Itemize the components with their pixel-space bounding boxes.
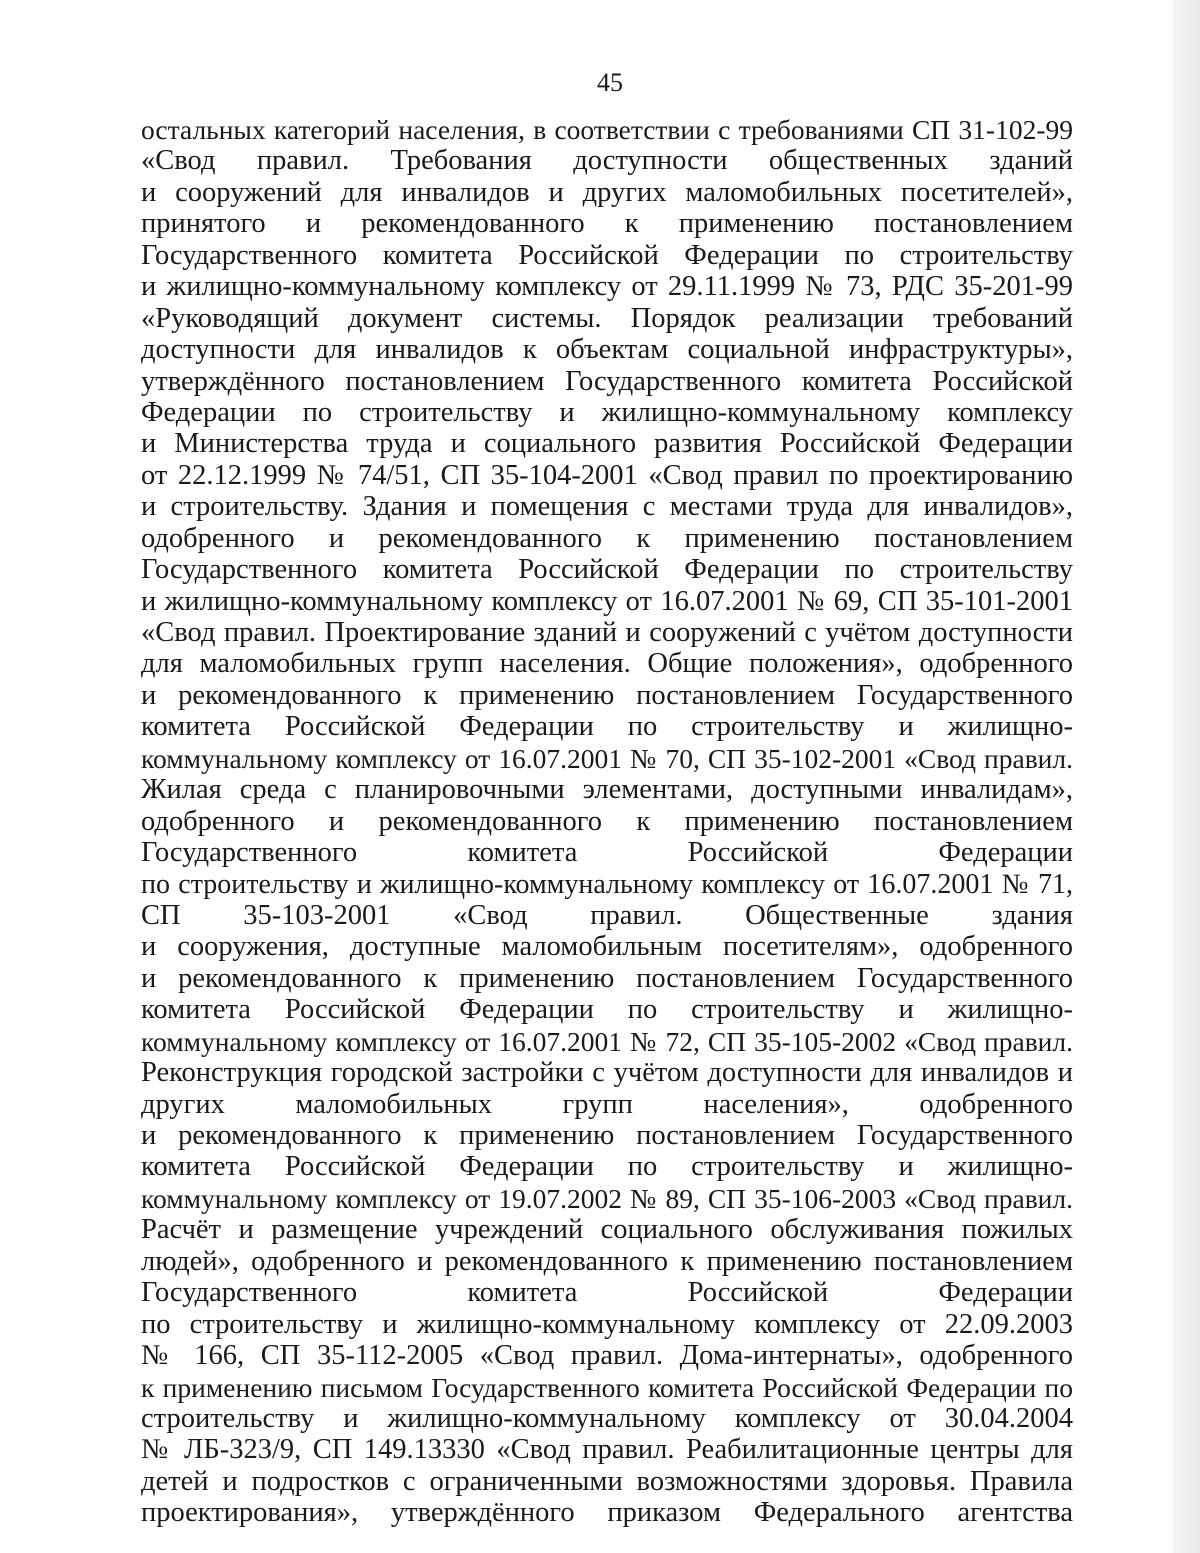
scan-edge-shadow xyxy=(1172,0,1200,1553)
text-line: и рекомендованного к применению постановлением Государственного xyxy=(141,1120,1073,1151)
text-line: к применению письмом Государственного комитета Российской Федерации по xyxy=(141,1371,1073,1403)
text-line: Государственного комитета Российской Федерации xyxy=(141,1277,1073,1309)
text-line: по строительству и жилищно-коммунальному комплексу от 22.09.2003 xyxy=(141,1308,1073,1340)
text-line: для маломобильных групп населения. Общие положения», одобренного xyxy=(141,648,1073,680)
text-line: строительству и жилищно-коммунальному комплексу от 30.04.2004 xyxy=(141,1402,1073,1434)
text-line: по строительству и жилищно-коммунальному комплексу от 16.07.2001 № 71, xyxy=(141,868,1073,900)
text-line: принятого и рекомендованного к применению постановлением xyxy=(141,208,1073,240)
text-line: Расчёт и размещение учреждений социального обслуживания пожилых xyxy=(141,1214,1073,1246)
text-line: коммунальному комплексу от 19.07.2002 № 89, СП 35-106-2003 «Свод правил. xyxy=(141,1182,1073,1214)
text-line: и сооружений для инвалидов и других маломобильных посетителей», xyxy=(141,176,1073,208)
text-line: комитета Российской Федерации по строительству и жилищно- xyxy=(141,994,1073,1026)
text-line: одобренного и рекомендованного к применению постановлением xyxy=(141,805,1073,837)
text-line: Реконструкция городской застройки с учётом доступности для инвалидов и xyxy=(141,1057,1073,1089)
text-line: от 22.12.1999 № 74/51, СП 35-104-2001 «Свод правил по проектированию xyxy=(141,459,1073,491)
text-line: СП 35-103-2001 «Свод правил. Общественные здания xyxy=(141,899,1073,931)
text-line: детей и подростков с ограниченными возможностями здоровья. Правила xyxy=(141,1465,1073,1497)
text-line: № 166, СП 35-112-2005 «Свод правил. Дома-интернаты», одобренного xyxy=(141,1340,1073,1372)
text-line: проектирования», утверждённого приказом Федерального агентства xyxy=(141,1497,1073,1529)
text-line: людей», одобренного и рекомендованного к применению постановлением xyxy=(141,1245,1073,1277)
text-line: Государственного комитета Российской Федерации по строительству xyxy=(141,554,1073,586)
text-line: Жилая среда с планировочными элементами, доступными инвалидам», xyxy=(141,774,1073,806)
text-line: Государственного комитета Российской Федерации xyxy=(141,837,1073,869)
text-line: и сооружения, доступные маломобильным посетителям», одобренного xyxy=(141,931,1073,963)
text-line: № ЛБ-323/9, СП 149.13330 «Свод правил. Реабилитационные центры для xyxy=(141,1434,1073,1466)
text-line: комитета Российской Федерации по строительству и жилищно- xyxy=(141,1151,1073,1183)
text-line: и жилищно-коммунальному комплексу от 29.11.1999 № 73, РДС 35-201-99 xyxy=(141,271,1073,303)
text-line: остальных категорий населения, в соответствии с требованиями СП 31-102-99 xyxy=(141,114,1073,145)
text-line: и строительству. Здания и помещения с местами труда для инвалидов», xyxy=(141,491,1073,523)
text-line: доступности для инвалидов к объектам социальной инфраструктуры», xyxy=(141,334,1073,366)
document-body xyxy=(141,114,1073,1529)
page-number: 45 xyxy=(597,68,623,97)
text-line: и рекомендованного к применению постановлением Государственного xyxy=(141,962,1073,994)
text-line: «Свод правил. Требования доступности общественных зданий xyxy=(141,145,1073,177)
text-line: и Министерства труда и социального развития Российской Федерации xyxy=(141,428,1073,460)
text-line: и рекомендованного к применению постановлением Государственного xyxy=(141,679,1073,711)
text-line: «Руководящий документ системы. Порядок реализации требований xyxy=(141,302,1073,334)
text-line: «Свод правил. Проектирование зданий и сооружений с учётом доступности xyxy=(141,617,1073,648)
text-line: Государственного комитета Российской Федерации по строительству xyxy=(141,239,1073,271)
text-line: других маломобильных групп населения», одобренного xyxy=(141,1088,1073,1120)
text-line: коммунальному комплексу от 16.07.2001 № 72, СП 35-105-2002 «Свод правил. xyxy=(141,1025,1073,1057)
text-line: утверждённого постановлением Государственного комитета Российской xyxy=(141,365,1073,397)
text-line: комитета Российской Федерации по строительству и жилищно- xyxy=(141,711,1073,743)
text-line: коммунальному комплексу от 16.07.2001 № 70, СП 35-102-2001 «Свод правил. xyxy=(141,742,1073,774)
text-line: и жилищно-коммунальному комплексу от 16.07.2001 № 69, СП 35-101-2001 xyxy=(141,585,1073,617)
text-line: одобренного и рекомендованного к применению постановлением xyxy=(141,522,1073,554)
text-line: Федерации по строительству и жилищно-коммунальному комплексу xyxy=(141,396,1073,428)
